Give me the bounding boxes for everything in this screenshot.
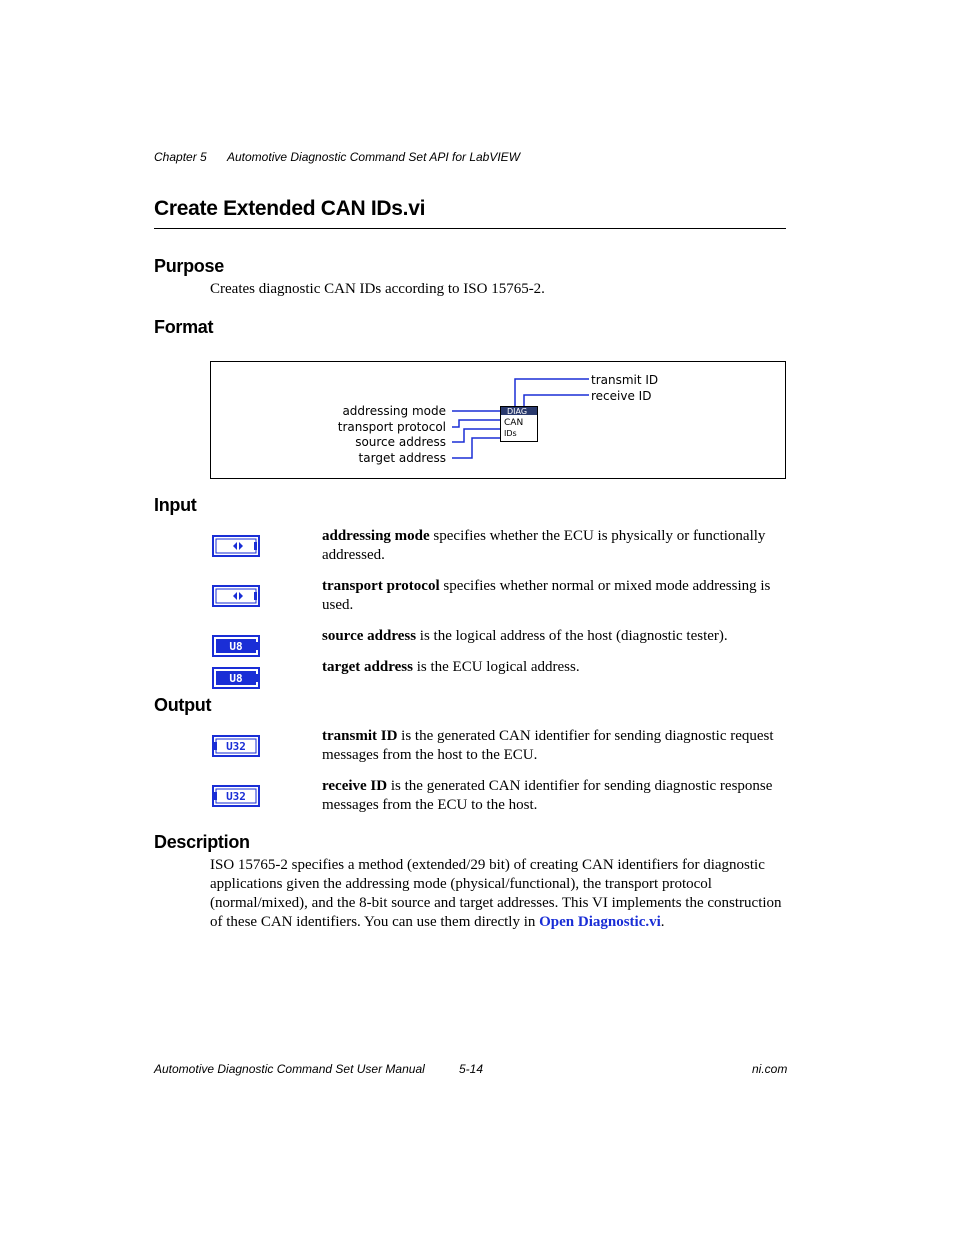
u32-icon	[212, 735, 260, 757]
footer-website: ni.com	[752, 1062, 788, 1076]
param-text: specifies whether normal or mixed mode addressing is used.	[322, 578, 771, 613]
connector-pane-diagram	[211, 362, 785, 478]
param-name: source address	[322, 628, 417, 644]
vi-icon-line3: IDs	[504, 429, 517, 438]
u8-icon	[212, 635, 260, 657]
footer-manual-title: Automotive Diagnostic Command Set User Manual	[154, 1062, 425, 1076]
terminal-transport-protocol: transport protocol	[337, 420, 446, 434]
description-text	[210, 856, 788, 932]
output-heading: Output	[154, 695, 212, 715]
svg-text:U8: U8	[229, 672, 243, 685]
param-name: target address	[322, 659, 413, 675]
enum-icon	[212, 535, 260, 557]
param-text: is the logical address of the host (diagnostic tester).	[416, 628, 728, 644]
format-diagram	[210, 361, 786, 479]
param-text: is the generated CAN identifier for sending diagnostic request messages from the host to the ECU.	[322, 728, 774, 763]
purpose-heading: Purpose	[154, 256, 224, 276]
terminal-target-address: target address	[358, 451, 446, 465]
param-receive-id	[322, 777, 786, 815]
param-addressing-mode	[322, 527, 786, 565]
terminal-addressing-mode: addressing mode	[342, 404, 446, 418]
running-header	[154, 150, 520, 164]
param-source-address	[322, 627, 786, 646]
page-title: Create Extended CAN IDs.vi	[154, 197, 426, 220]
param-name: transport protocol	[322, 578, 440, 594]
u8-icon	[212, 667, 260, 689]
vi-icon-line1: DIAG	[507, 407, 528, 416]
enum-icon	[212, 585, 260, 607]
param-text: is the generated CAN identifier for sending diagnostic response messages from the ECU to the host.	[322, 778, 773, 813]
format-heading: Format	[154, 317, 214, 337]
header-title: Automotive Diagnostic Command Set API for LabVIEW	[227, 150, 521, 164]
u32-icon	[212, 785, 260, 807]
purpose-text: Creates diagnostic CAN IDs according to ISO 15765-2.	[210, 281, 545, 297]
svg-text:U32: U32	[226, 790, 246, 803]
svg-text:U8: U8	[229, 640, 243, 653]
param-name: receive ID	[322, 778, 388, 794]
open-diagnostic-link[interactable]: Open Diagnostic.vi	[539, 914, 661, 930]
param-transport-protocol	[322, 577, 786, 615]
footer-page-number: 5-14	[459, 1062, 484, 1076]
param-name: addressing mode	[322, 528, 430, 544]
terminal-transmit-id: transmit ID	[591, 373, 659, 387]
description-body: ISO 15765-2 specifies a method (extended/29 bit) of creating CAN identifiers for diagnostic applications given the addressing mode (physical/functional), the transport protocol (normal/mixed), and the 8-bit source and target addresses. This VI implements the construction of these CAN identifiers. You can use them directly in	[210, 857, 782, 930]
description-heading: Description	[154, 832, 250, 852]
terminal-receive-id: receive ID	[591, 389, 652, 403]
param-text: specifies whether the ECU is physically or functionally addressed.	[322, 528, 766, 563]
header-chapter: Chapter 5	[154, 150, 207, 164]
vi-icon	[501, 407, 538, 442]
input-heading: Input	[154, 495, 197, 515]
param-text: is the ECU logical address.	[412, 659, 580, 675]
description-tail: .	[660, 914, 665, 930]
title-rule	[154, 228, 786, 229]
param-target-address	[322, 658, 786, 677]
param-transmit-id	[322, 727, 786, 765]
param-name: transmit ID	[322, 728, 398, 744]
svg-text:U32: U32	[226, 740, 246, 753]
vi-icon-line2: CAN	[504, 418, 524, 428]
terminal-source-address: source address	[355, 435, 446, 449]
